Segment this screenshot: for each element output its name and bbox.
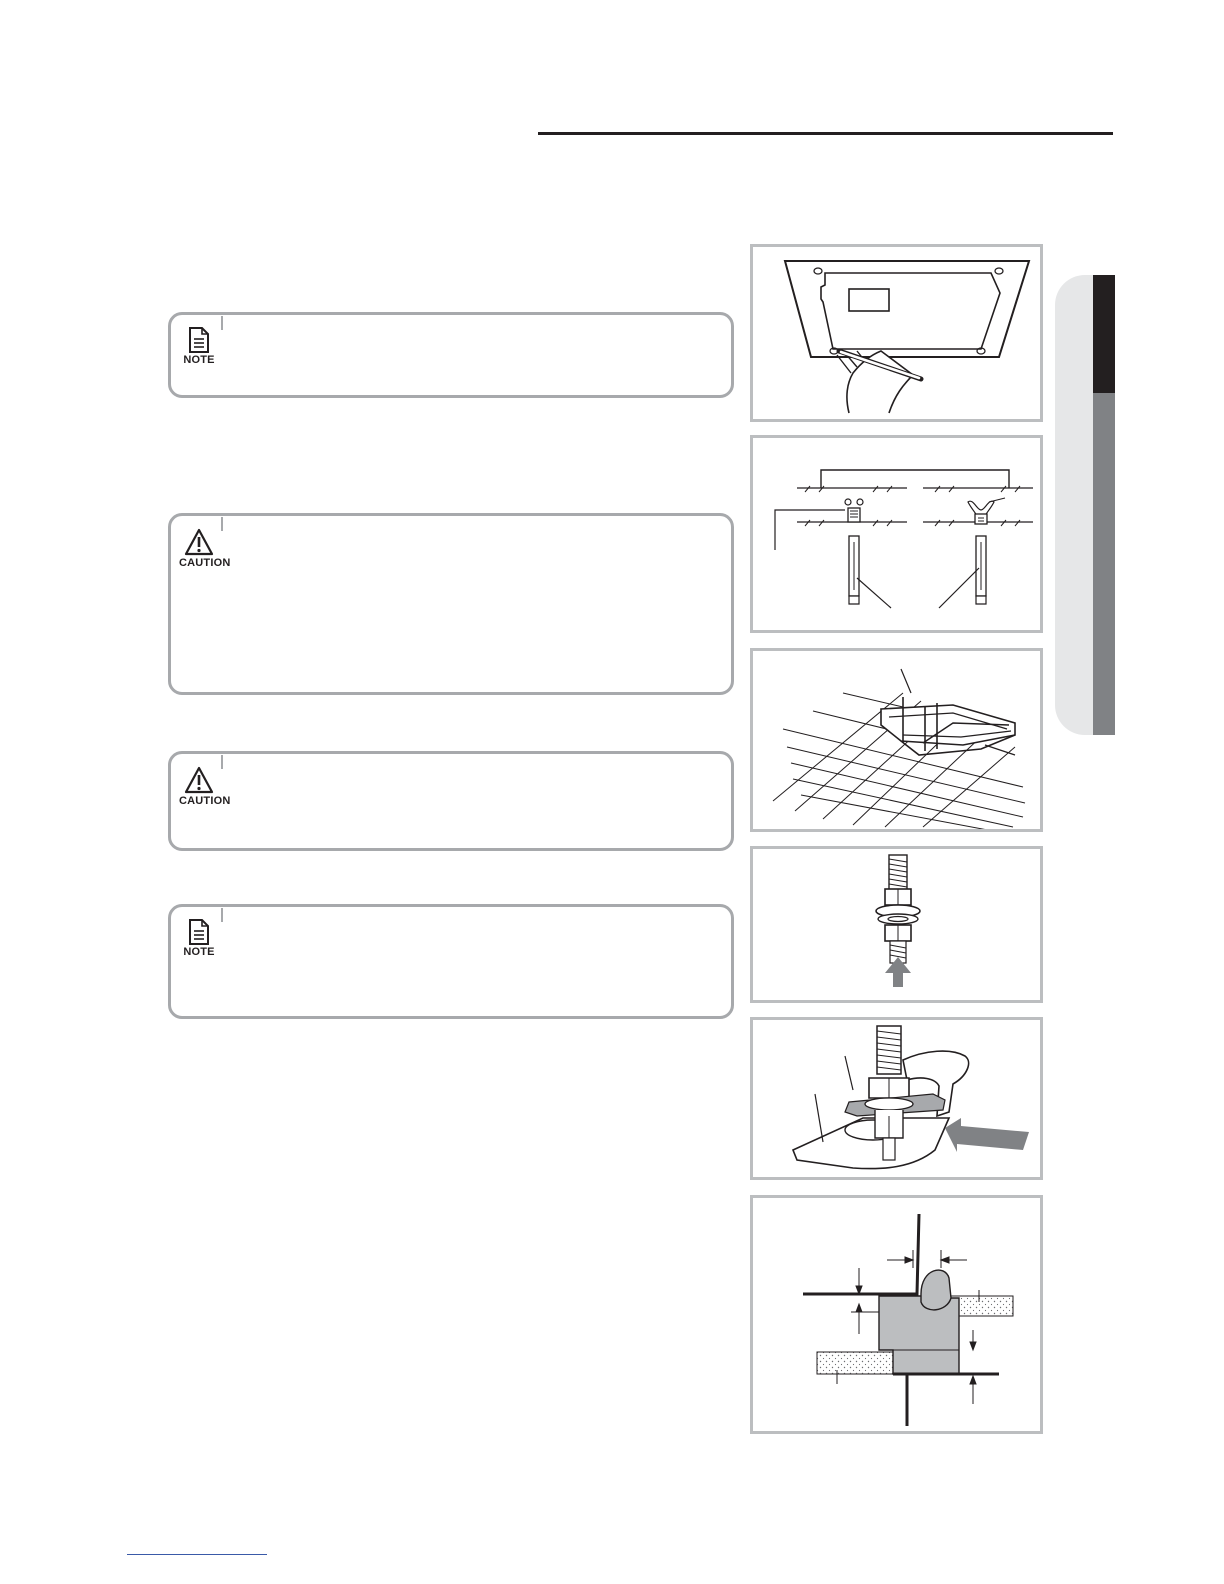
caution-box xyxy=(168,751,734,851)
note-box xyxy=(168,904,734,1019)
ceiling-frame-figure xyxy=(750,648,1043,832)
cross-section-figure xyxy=(750,1195,1043,1434)
box-tick xyxy=(221,316,223,330)
note-label: NOTE xyxy=(183,946,215,958)
box-tick xyxy=(221,908,223,922)
note-box xyxy=(168,312,734,398)
bolt-nut-figure xyxy=(750,846,1043,1003)
box-tick xyxy=(221,755,223,769)
anchor-bolt-figure xyxy=(750,435,1043,633)
ceiling-template-figure xyxy=(750,244,1043,422)
caution-icon xyxy=(179,528,231,569)
note-icon xyxy=(179,327,219,366)
header-rule xyxy=(538,132,1113,135)
chapter-tab-marker xyxy=(1093,275,1115,393)
note-label: NOTE xyxy=(183,354,215,366)
chapter-tab-band xyxy=(1093,393,1115,735)
caution-box xyxy=(168,513,734,695)
caution-label: CAUTION xyxy=(179,557,231,569)
caution-icon xyxy=(179,766,231,807)
hanger-bracket-figure xyxy=(750,1017,1043,1180)
box-tick xyxy=(221,517,223,531)
caution-label: CAUTION xyxy=(179,795,231,807)
footer-link-underline[interactable] xyxy=(127,1554,267,1555)
note-icon xyxy=(179,919,219,958)
